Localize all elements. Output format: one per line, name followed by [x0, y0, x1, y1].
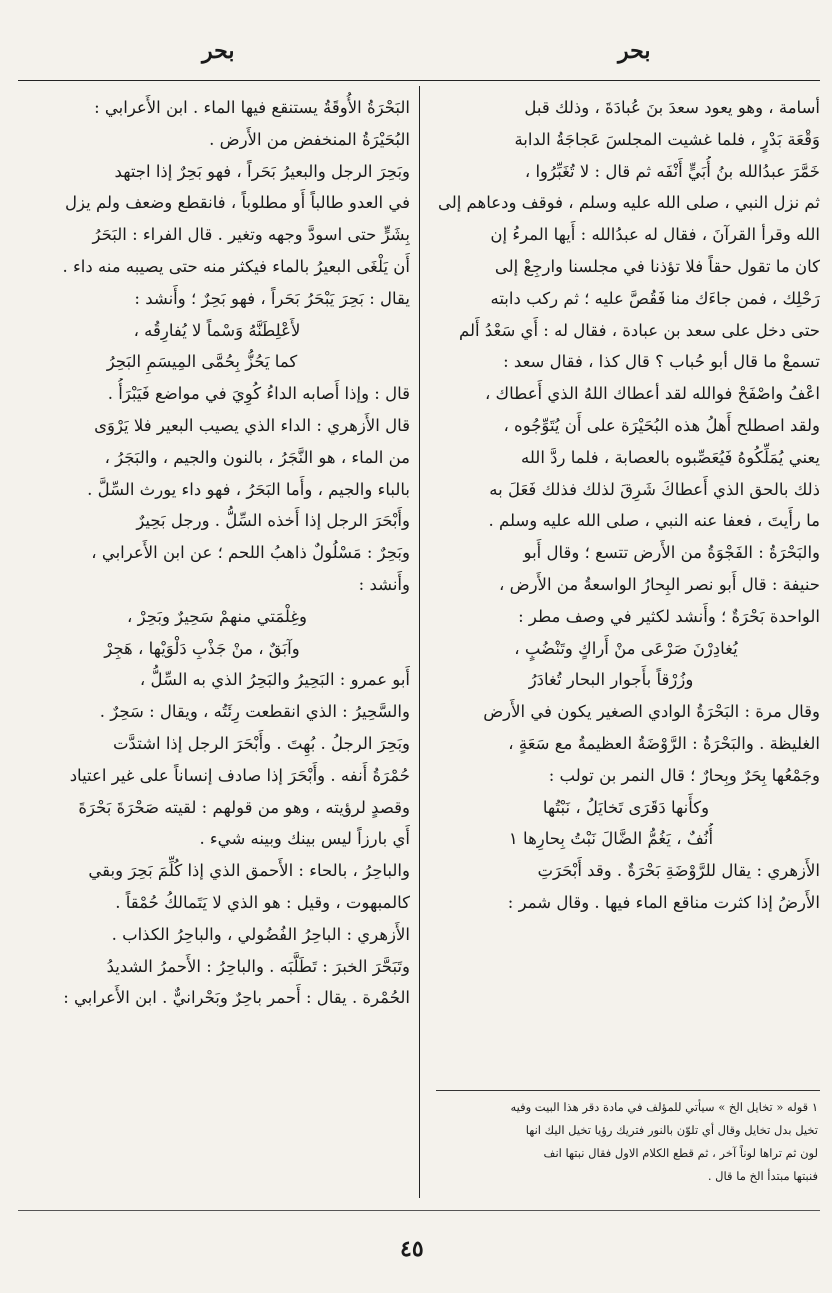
running-headword-right: بحر [618, 38, 651, 64]
page-number: ٤٥ [400, 1236, 424, 1262]
verse-line: يُغادِرْنَ صَرْعَى منْ أَراكٍ وتَنْضُبٍ ، [514, 638, 738, 658]
text-line: وقصدٍ لرؤيته ، وهو من قولهم : لقيته صَحْرَةَ بَحْرَةَ [78, 797, 410, 817]
text-line: أسامة ، وهو يعود سعدَ بنَ عُبادَةَ ، وذلك قبل [524, 98, 820, 117]
verse-line: أُنُفٌ ، يَغُمُّ الضَّالَ نَبْتُ بِحارِها ١ [508, 829, 714, 849]
footnote [436, 1096, 818, 1188]
text-line: ما رأَيتَ ، فعفا عنه النبي ، صلى الله عليه وسلم . [488, 511, 820, 531]
verse-line: كما يَحُزُّ بِحُمَّى المِيسَمِ البَحِرُ [106, 352, 298, 372]
left-column [24, 92, 410, 1046]
text-line: حنيفة : قال أَبو نصر البِحارُ الواسعةُ من الأَرض ، [499, 574, 820, 594]
text-line: حتى دخل على سعد بن عبادة ، فقال له : أَي سَعْدُ أَلم [459, 320, 820, 340]
text-line: وبَحِرَ الرجلُ . بُهِتَ . وأَبْحَرَ الرجل إذا اشتدَّت [113, 733, 410, 753]
verse-line: لأَعْلِطَنَّهُ وَسْماً لا يُفارِقُه ، [133, 320, 301, 340]
text-line: من الماء ، هو النَّجَرُ ، بالنون والجيم ، والبَجَرُ ، [104, 447, 410, 467]
text-line [24, 1014, 410, 1046]
text-line: وبَحِرٌ : مَسْلُولٌ ذاهبُ اللحم ؛ عن ابن الأَعرابي ، [91, 543, 410, 563]
text-line: الأَزهري : الباحِرُ الفُضُولي ، والباحِرُ الكذاب . [111, 924, 410, 944]
running-headword-left: بحر [202, 38, 235, 64]
text-line: والباحِرُ ، بالحاء : الأَحمق الذي إذا كُلِّمَ بَحِرَ وبقي [88, 861, 410, 881]
footer-rule [18, 1210, 820, 1211]
verse-line: وكأَنها دَقَرَى تَخايَلُ ، نَبْتُها [542, 797, 710, 817]
footnote-line: تخيل بدل تخايل وقال أي تلوّن بالنور فتريك رؤيا تخيل اليك انها [525, 1123, 818, 1137]
footnote-rule [436, 1090, 820, 1091]
text-line: قال الأَزهري : الداء الذي يصيب البعير فلا يَرْوَى [94, 415, 410, 435]
text-line: قال : وإذا أَصابه الداءُ كُوِيَ في مواضع فَيَبْرَأُ . [107, 384, 410, 404]
text-line: الأَزهري : يقال للرَّوْضَةِ بَحْرَةٌ . وقد أَبْحَرَتِ [537, 861, 820, 881]
text-line: وبَحِرَ الرجل والبعيرُ بَحَراً ، فهو بَحِرٌ إذا اجتهد [114, 161, 410, 181]
text-line: والبَحْرَةُ : الفَجْوَةُ من الأَرض تتسع ؛ وقال أَبو [523, 543, 820, 563]
text-line: خَمَّرَ عبدُالله بنُ أُبَيٍّ أَنْفَه ثم قال : لا تُغَبِّرُوا ، [524, 161, 820, 181]
text-line: أَبو عمرو : البَحِيرُ والبَحِرُ الذي به السِّلُّ ، [139, 670, 410, 690]
header-rule [18, 80, 820, 81]
text-line: وأَبْحَرَ الرجل إذا أَخذه السِّلُّ . ورجل بَحِيرٌ [136, 511, 410, 531]
footnote-line: ١ قوله « تخايل الخ » سيأتي للمؤلف في مادة دقر هذا البيت وفيه [510, 1100, 818, 1114]
text-line: كان ما تقول حقاً فلا تؤذنا في مجلسنا وارجِعْ إلى [494, 256, 820, 276]
text-line: الله وقرأ القرآنَ ، فقال له عبدُالله : أَيها المرءُ إن [490, 225, 820, 245]
text-line: وأَنشد : [358, 574, 410, 594]
text-line: الغليظة . والبَحْرَةُ : الرَّوْضَةُ العظيمةُ مع سَعَةٍ ، [508, 733, 820, 753]
text-line: وجَمْعُها بِحَرٌ وبِحارٌ ؛ قال النمر بن تولب : [548, 765, 820, 785]
text-line: بِشَرٍّ حتى اسودَّ وجهه وتغير . قال الفراء : البَحَرُ [92, 225, 410, 245]
text-line: بالباء والجيم ، وأَما البَحَرُ ، فهو داء يورث السِّلَّ . [87, 479, 410, 499]
text-line: ثم نزل النبي ، صلى الله عليه وسلم ، فوقف ودعاهم إلى [437, 193, 820, 213]
text-line: حُمْرَةُ أَنفه . وأَبْحَرَ إذا صادف إنساناً على غير اعتياد [69, 765, 410, 785]
text-line: كالمبهوت ، وقيل : هو الذي لا يَتَمالكُ حُمْقاً . [115, 892, 410, 912]
text-line: أَن يَلْغَى البعيرُ بالماء فيكثر منه حتى يصيبه منه داء . [62, 256, 410, 276]
text-line: ولقد اصطلح أَهلُ هذه البُحَيْرَة على أَن يُتَوِّجُوه ، [503, 415, 820, 435]
verse-line: وآبَقٌ ، منْ جَذْبِ دَلْوَيْها ، هَجِرْ [104, 638, 300, 658]
text-line: يقال : بَحِرَ يَبْحَرُ بَحَراً ، فهو بَحِرٌ ؛ وأَنشد : [134, 288, 410, 308]
text-line: يعني يُمَلِّكُوهُ فَيُعَصِّبوه بالعصابة ، فلما ردَّ الله [520, 447, 820, 467]
text-line: وقال مرة : البَحْرَةُ الوادي الصغير يكون في الأَرض [483, 702, 820, 722]
text-line: في العدو طالباً أَو مطلوباً ، فانقطع وضعف ولم يزل [65, 193, 410, 213]
text-line: البَحْرَةُ الأُوقَةُ يستنقع فيها الماء . ابن الأَعرابي : [94, 98, 410, 117]
text-line: اعْفُ واصْفَحْ فوالله لقد أعطاك اللهُ الذي أَعطاك ، [484, 384, 820, 404]
text-line: وَقْعَة بَدْرٍ ، فلما غشيت المجلسَ عَجاجَةُ الدابة [514, 129, 820, 149]
text-line: والسَّحِيرُ : الذي انقطعت رِئَتُه ، ويقال : سَحِرٌ . [99, 702, 410, 722]
footnote-line: فنبتها مبتدأ الخ ما قال . [707, 1169, 818, 1183]
verse-line: وغِلْمَتي منهمْ سَحِيرٌ وبَحِرْ ، [127, 606, 307, 626]
verse-line: وزُرْقاً بأَجوار البحار تُغادَرُ [528, 670, 694, 690]
text-line: الواحدة بَحْرَةٌ ؛ وأَنشد لكثير في وصف مطر : [518, 606, 820, 626]
right-column [432, 92, 820, 919]
text-line: ذلك بالحق الذي أَعطاكَ شَرِقَ لذلك فذلك فَعَلَ به [489, 479, 820, 499]
text-line: الأَرضُ إذا كثرت مناقع الماء فيها . وقال شمر : [507, 892, 820, 912]
text-line: رَحْلِك ، فمن جاءَك منا فَقُصَّ عليه ؛ ثم ركب دابته [490, 288, 820, 308]
text-line: تسمعْ ما قال أبو حُباب ؟ قال كذا ، فقال سعد : [503, 352, 820, 372]
column-divider [419, 86, 420, 1198]
text-line: الحُمْرة . يقال : أَحمر باحِرٌ وبَحْرانيٌّ . ابن الأَعرابي : [63, 988, 410, 1008]
text-line: أَي بارزاً ليس بينك وبينه شيء . [199, 829, 410, 849]
footnote-line: لون ثم تراها لوناً آخر ، ثم قطع الكلام الاول فقال نبتها انف [543, 1146, 818, 1160]
text-line: البُحَيْرَةُ المنخفض من الأَرض . [209, 129, 410, 149]
text-line: وتَبَحَّرَ الخبرَ : تَطَلَّبَه . والباحِرُ : الأَحمرُ الشديدُ [106, 956, 410, 976]
